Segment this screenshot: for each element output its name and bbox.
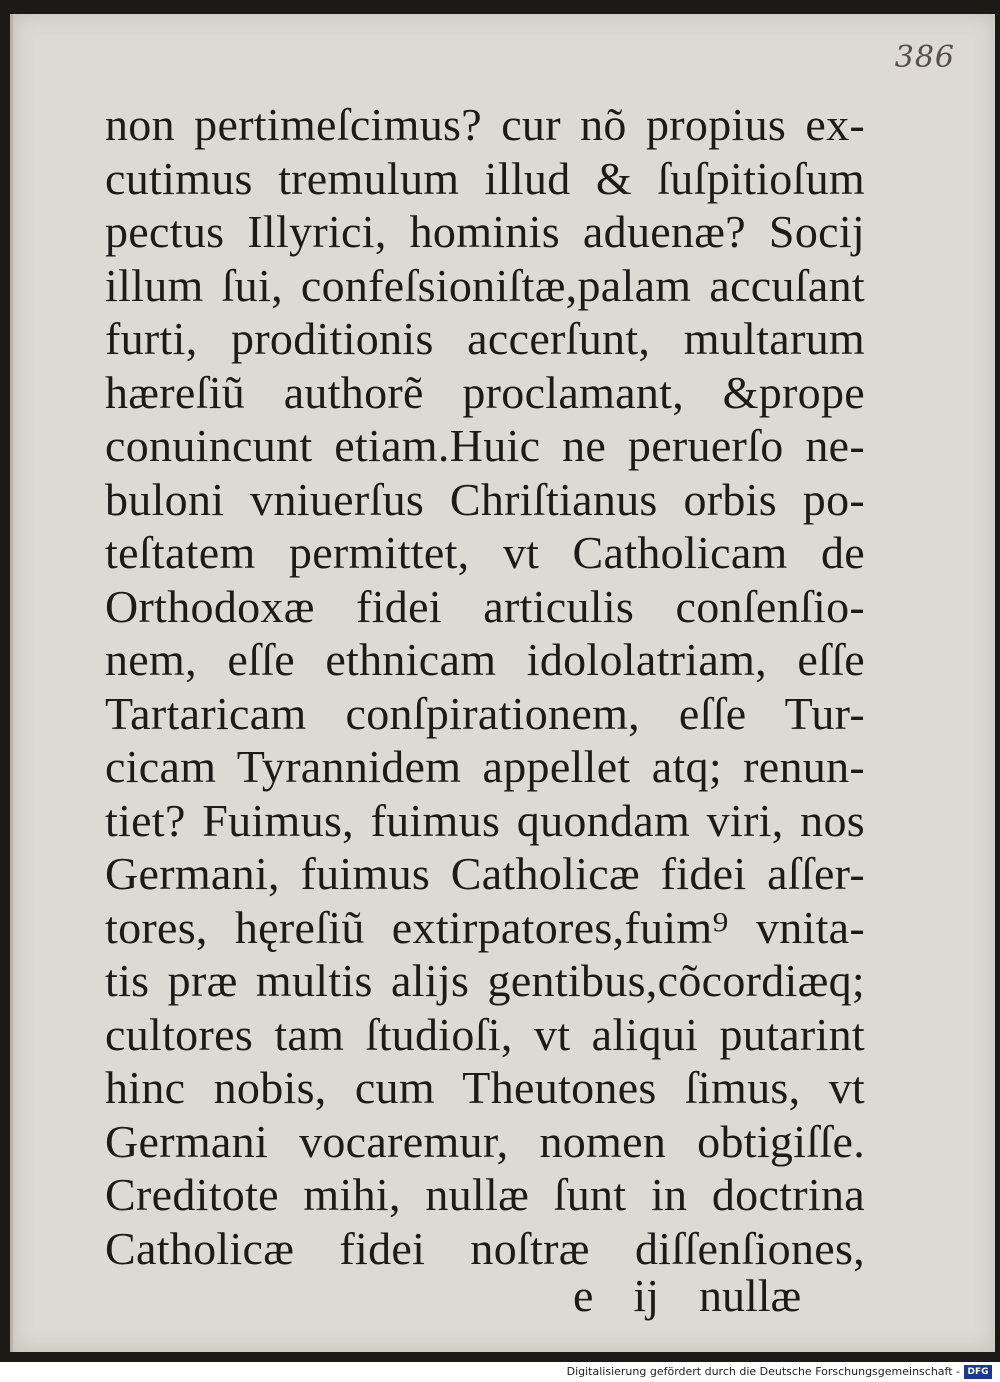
catchword: nullæ	[698, 1270, 802, 1321]
text-line: Germani, fuimus Catholicæ fidei aſſer-	[105, 848, 865, 899]
page-number: 386	[894, 40, 955, 75]
text-block	[105, 98, 865, 1275]
text-line: cutimus tremulum illud & ſuſpitioſum	[105, 152, 865, 204]
dfg-logo-icon: DFG	[964, 1365, 992, 1379]
footer-credit: Digitalisierung gefördert durch die Deutsche Forschungsgemeinschaft -	[566, 1365, 960, 1378]
text-line: Orthodoxæ fidei articulis conſenſio-	[105, 580, 865, 632]
text-line: nem, eſſe ethnicam idololatriam, eſſe	[105, 634, 865, 685]
text-line: Germani vocaremur, nomen obtigiſſe.	[105, 1115, 865, 1167]
text-line: Creditote mihi, nullæ ſunt in doctrina	[105, 1169, 865, 1220]
text-line: tis præ multis alijs gentibus,cõcordiæq;	[105, 955, 865, 1006]
text-line: teſtatem permittet, vt Catholicam de	[105, 527, 865, 578]
text-line: illum ſui, confeſsioniſtæ,palam accuſant	[105, 259, 865, 311]
signature-number: ij	[633, 1270, 659, 1321]
text-line: pectus Illyrici, hominis aduenæ? Socij	[105, 206, 865, 257]
text-line: cicam Tyrannidem appellet atq; renun-	[105, 741, 865, 792]
text-line: conuincunt etiam.Huic ne peruerſo ne-	[105, 420, 865, 471]
signature-mark: e	[573, 1270, 594, 1321]
text-line: furti, proditionis accerſunt, multarum	[105, 313, 865, 364]
text-line: hinc nobis, cum Theutones ſimus, vt	[105, 1062, 865, 1113]
catchline	[573, 1269, 873, 1322]
text-line: tores, hęreſiũ extirpatores,fuim⁹ vnita-	[105, 901, 865, 953]
text-line: tiet? Fuimus, fuimus quondam viri, nos	[105, 794, 865, 846]
text-line: Tartaricam conſpirationem, eſſe Tur-	[105, 687, 865, 739]
text-line: hæreſiũ authorẽ proclamant, &prope	[105, 366, 865, 418]
text-line: cultores tam ſtudioſi, vt aliqui putarint	[105, 1008, 865, 1060]
text-line: buloni vniuerſus Chriſtianus orbis po-	[105, 473, 865, 525]
text-line: Catholicæ fidei noſtræ diſſenſiones,	[105, 1222, 865, 1274]
book-page	[10, 14, 995, 1352]
text-line: non pertimeſcimus? cur nõ propius ex-	[105, 99, 865, 150]
